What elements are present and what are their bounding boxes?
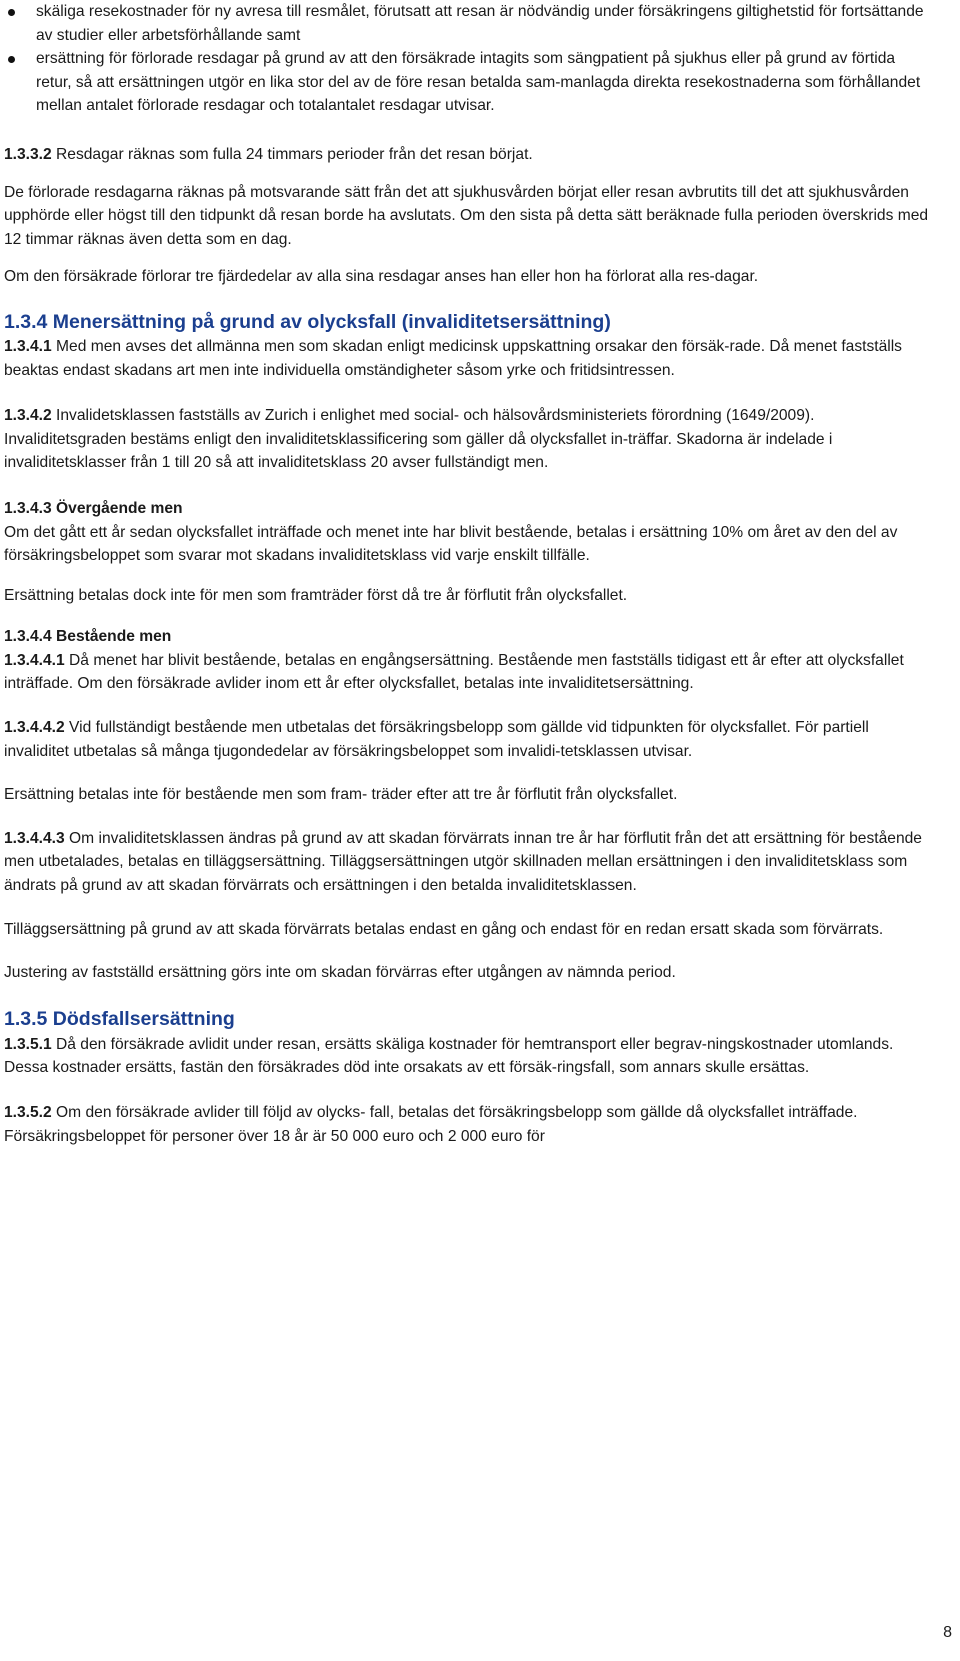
paragraph-13443: 1.3.4.4.3 Om invaliditetsklassen ändras på grund av att skadan förvärrats innan tre år har förflutit från det att ersättning för bestående men utbetalades, betalas en tilläggsersättning. Tilläggsersättningen utgör skillnaden mellan ersättningen i den invaliditetsklass som ändrats på grund av att skadan förvärrats och ersättningen i den betalda invaliditetsklassen. xyxy=(4,829,922,895)
bullet-icon xyxy=(8,9,15,16)
paragraph-1342: 1.3.4.2 Invalidetsklassen fastställs av Zurich i enlighet med social- och hälsovårdsministeriets förordning (1649/2009). Invaliditetsgraden bestäms enligt den invaliditetsklassificering som gäller då olycksfallet in-träffar. Skadorna är indelade i invaliditetsklasser från 1 till 20 så att invaliditetsklass 20 avser fullständigt men. xyxy=(4,407,833,472)
document-page xyxy=(4,0,934,1148)
paragraph-1352: 1.3.5.2 Om den försäkrade avlider till följd av olycks- fall, betalas det försäkringsbelopp som gällde då olycksfallet inträffade. Försäkringsbeloppet för personer över 18 år är 50 000 euro och 2 000 euro för xyxy=(4,1104,858,1145)
section-title: Bestående men xyxy=(56,628,172,646)
section-number: 1.3.4.4.1 xyxy=(4,651,65,669)
section-number: 1.3.4.1 xyxy=(4,337,52,355)
paragraph-13441: 1.3.4.4.1 Då menet har blivit bestående, betalas en engångsersättning. Bestående men fastställs tidigast ett år efter att olycksfallet inträffade. Om den försäkrade avlider inom ett år efter olycksfallet, betalas inte invaliditetsersättning. xyxy=(4,651,904,693)
paragraph-tillaggsersattning: Tilläggsersättning på grund av att skada förvärrats betalas endast en gång och endast för en redan ersatt skada som förvärrats. xyxy=(4,920,884,938)
paragraph-forlorade-resdagar: De förlorade resdagarna räknas på motsvarande sätt från det att sjukhusvården börjat eller resan avbrutits till det att sjukhusvården upphörde eller högst till den tidpunkt då resan borde ha avslutats. Om den sista på detta sätt beräknade fulla perioden överskrids med 12 timmar räknas även detta som en dag. xyxy=(4,183,929,248)
paragraph-ersattning-men: Ersättning betalas dock inte för men som framträder först då tre år förflutit från olycksfallet. xyxy=(4,586,628,604)
paragraph-justering: Justering av fastställd ersättning görs inte om skadan förvärras efter utgången av nämnda period. xyxy=(4,964,676,982)
bullet-icon xyxy=(8,56,15,63)
list-item: skäliga resekostnader för ny avresa till resmålet, förutsatt att resan är nödvändig under försäkringens giltighetstid för fortsättande av studier eller arbetsförhållande samt xyxy=(4,0,934,47)
section-number: 1.3.4.3 xyxy=(4,499,52,517)
paragraph-1351: 1.3.5.1 Då den försäkrade avlidit under resan, ersätts skäliga kostnader för hemtransport eller begrav-ningskostnader utomlands. Dessa kostnader ersätts, fastän den försäkrades död inte orsakats av ett försäk-ringsfall, som annars skulle ersättas. xyxy=(4,1035,894,1077)
paragraph-tre-fjardedelar: Om den försäkrade förlorar tre fjärdedelar av alla sina resdagar anses han eller hon ha förlorat alla res-dagar. xyxy=(4,268,759,286)
bullet-list xyxy=(4,0,934,118)
heading-1344 xyxy=(4,625,934,649)
heading-1343 xyxy=(4,497,934,521)
paragraph-1343: Om det gått ett år sedan olycksfallet inträffade och menet inte har blivit bestående, betalas i ersättning 10% om året av den del av försäkringsbeloppet som svarar mot skadans invaliditetsklass vid varje enskilt tillfälle. xyxy=(4,523,898,565)
section-number: 1.3.4.2 xyxy=(4,407,52,425)
section-number: 1.3.3.2 xyxy=(4,145,52,163)
paragraph-1341: 1.3.4.1 Med men avses det allmänna men som skadan enligt medicinsk uppskattning orsakar den försäk-rade. Då menet fastställs beaktas endast skadans art men inte individuella omständigheter såsom yrke och fritidsintressen. xyxy=(4,337,902,379)
list-item: ersättning för förlorade resdagar på grund av att den försäkrade intagits som sängpatient på sjukhus eller på grund av förtida retur, så att ersättningen utgör en lika stor del av de före resan betalda sam-manlagda direkta resekostnaderna som förhållandet mellan antalet förlorade resdagar och totalantalet resdagar utvisar. xyxy=(4,47,934,118)
section-number: 1.3.4.4 xyxy=(4,628,52,646)
heading-1-3-4: 1.3.4 Menersättning på grund av olycksfall (invaliditetsersättning) xyxy=(4,310,611,333)
section-title: Övergående men xyxy=(56,499,183,517)
section-number: 1.3.5.2 xyxy=(4,1104,52,1121)
paragraph-13442: 1.3.4.4.2 Vid fullständigt bestående men utbetalas det försäkringsbelopp som gällde vid tidpunkten för olycksfallet. För partiell invaliditet utbetalas så många tjugondedelar av försäkringsbeloppet som invalidi-tetsklassen utvisar. xyxy=(4,719,869,760)
paragraph-1332: 1.3.3.2 Resdagar räknas som fulla 24 timmars perioder från det resan börjat. xyxy=(4,145,533,163)
page-number: 8 xyxy=(943,1624,952,1641)
section-number: 1.3.4.4.3 xyxy=(4,829,65,847)
section-number: 1.3.5.1 xyxy=(4,1035,52,1053)
paragraph-ersattning-bestaende: Ersättning betalas inte för bestående men som fram- träder efter att tre år förflutit från olycksfallet. xyxy=(4,786,678,804)
heading-1-3-5: 1.3.5 Dödsfallsersättning xyxy=(4,1007,235,1030)
section-number: 1.3.4.4.2 xyxy=(4,719,65,737)
